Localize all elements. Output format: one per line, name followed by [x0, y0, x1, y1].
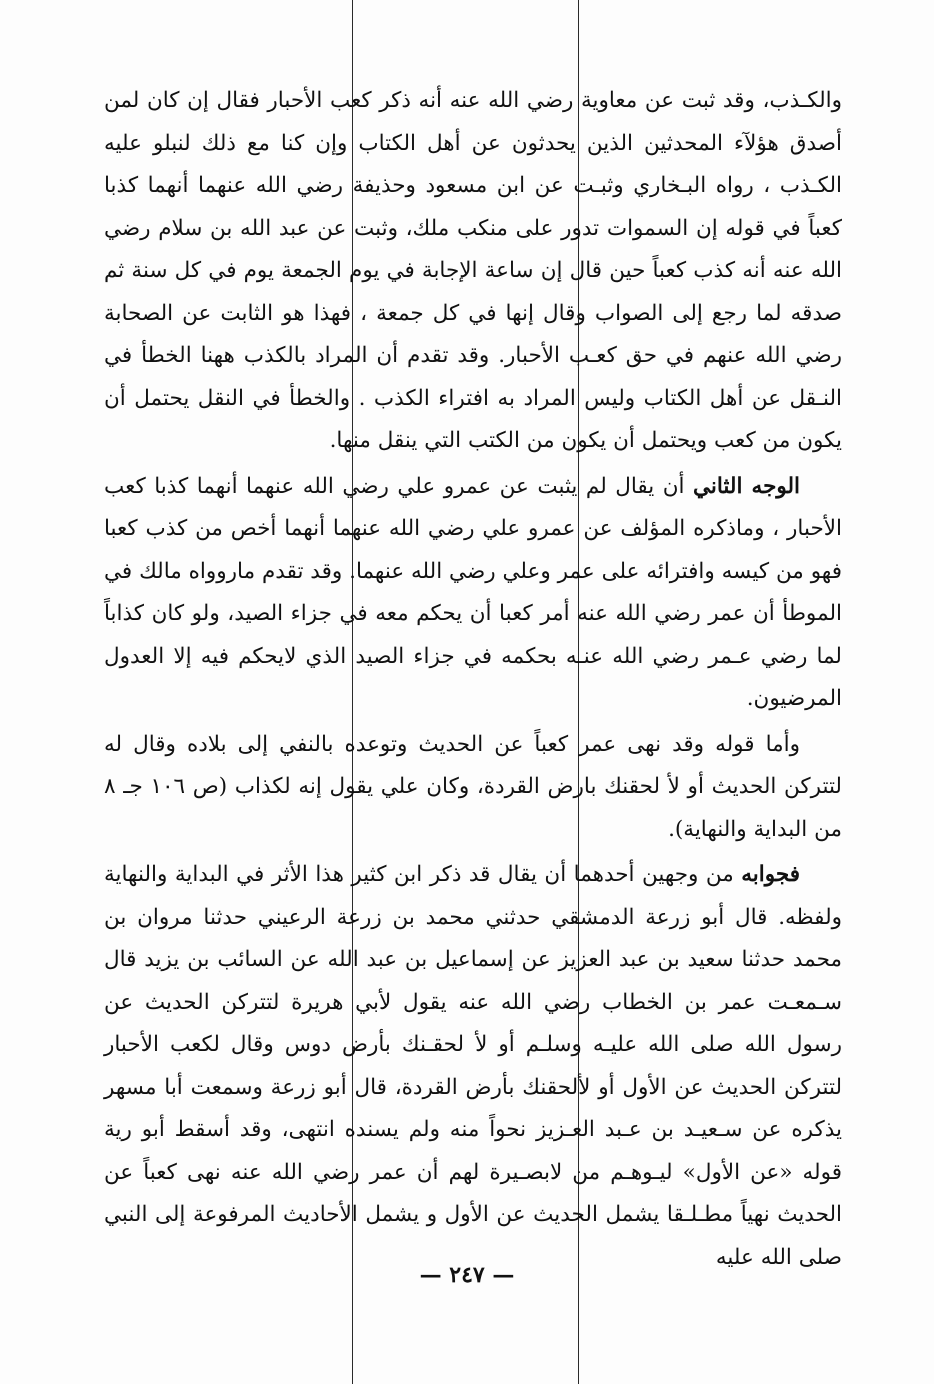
- paragraph-lead: الوجه الثاني: [692, 473, 800, 499]
- paragraph-text: من وجهين أحدهما أن يقال قد ذكر ابن كثير هذا الأثر في البداية والنهاية ولفظه. قال أبو زرعة الدمشقي حدثني محمد بن زرعة الرعيني حدثنا مروان بن محمد حدثنا سعيد بن عبد العزيز عن إسماعيل بن عبد الله عن السائب بن يزيد قال سـمعـت عمر بن الخطاب رضي الله عنه يقول لأبي هريرة لتتركن الحديث عن رسول الله صلى الله عليـه وسلـم أو لأ لحقـنك بأرض دوس وقال لكعب الأحبار لتتركن الحديث عن الأول أو لألحقنك بأرض القردة، قال أبو زرعة وسمعت أبا مسهر يذكره عن سـعيـد بن عـبد العـزيز نحواً منه ولم يسنده انتهى، وقد أسقط أبو رية قوله «عن الأول» ليـوهـم من لابصـيرة لهم أن عمر رضي الله عنه نهى كعباً عن الحديث نهياً مطـلـقا يشمل الحديث عن الأول و يشمل الأحاديث المرفوعة إلى النبي صلى الله عليه: [104, 862, 842, 1270]
- paragraph-1: [104, 80, 842, 463]
- paragraph-lead: فجوابه: [741, 862, 800, 887]
- paragraph-text: والكـذب، وقد ثبت عن معاوية رضي الله عنه أنه ذكر كعب الأحبار فقال إن كان لمن أصدق هؤلآء المحدثين الذين يحدثون عن أهل الكتاب وإن كنا مع ذلك لنبلو عليه الكـذب ، رواه البـخاري وثبـت عن ابن مسعود وحذيفة رضي الله عنهما أنهما كذبا كعباً في قوله إن السموات تدور على منكب ملك، وثبت عن عبد الله بن سلام رضي الله عنه أنه كذب كعباً حين قال إن ساعة الإجابة في يوم الجمعة يوم في كل سنة ثم صدقه لما رجع إلى الصواب وقال إنها في كل جمعة ، فهذا هو الثابت عن الصحابة رضي الله عنهم في حق كعـب الأحبار. وقد تقدم أن المراد بالكذب ههنا الخطأ في النـقل عن أهل الكتاب وليس المراد به افتراء الكذب . والخطأ في النقل يحتمل أن يكون من كعب ويحتمل أن يكون من الكتب التي ينقل منها.: [104, 88, 842, 453]
- paragraph-text: أن يقال لم يثبت عن عمرو علي رضي الله عنهما أنهما كذبا كعب الأحبار ، وماذكره المؤلف عن عمرو علي رضي الله عنهما أنهما أخص من كذب كعبا فهو من كيسه وافترائه على عمر وعلي رضي الله عنهما. وقد تقدم ماروواه مالك في الموطأ أن عمر رضي الله عنه أمر كعبا أن يحكم معه في جزاء الصيد، ولو كان كذاباً لما رضي عـمر رضي الله عنـه بحكمه في جزاء الصيد الذي لايحكم فيه إلا العدول المرضيون.: [104, 473, 842, 711]
- paragraph-4: [104, 854, 842, 1279]
- page-body: [104, 80, 842, 1279]
- paragraph-text: وأما قوله وقد نهى عمر كعباً عن الحديث وتوعده بالنفي إلى بلاده وقال له لتتركن الحديث أو لأ لحقنك بارض القردة، وكان علي يقول إنه لكذاب (ص ١٠٦ جـ ٨ من البداية والنهاية).: [104, 731, 842, 842]
- paragraph-2: [104, 466, 842, 721]
- paragraph-3: [104, 724, 842, 852]
- page-number: — ٢٤٧ —: [419, 1262, 515, 1288]
